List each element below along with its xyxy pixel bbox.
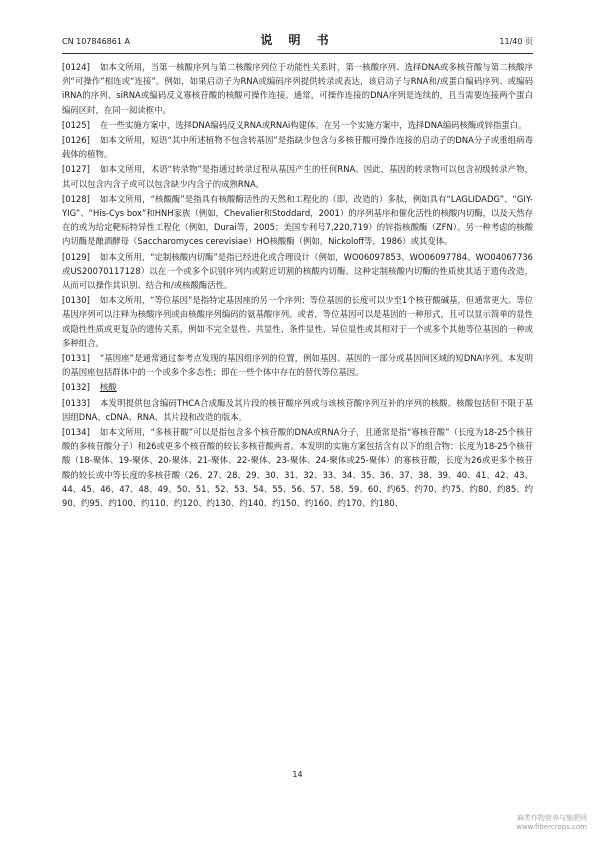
- paragraph-tag: [0127]: [62, 164, 90, 175]
- document-title: 说 明 书: [260, 33, 335, 47]
- paragraph-0131: [62, 351, 533, 379]
- page-indicator: 11/40 页: [499, 37, 533, 46]
- section-heading-text: 核酸: [99, 382, 117, 393]
- section-heading-nucleic-acid: [62, 380, 533, 394]
- paragraph-text: 如本文所用，“等位基因”是指特定基因座的另一个序列；等位基因的长度可以少至1个核苷酸碱基，但通常更大。等位基因序列可以注释为核酸序列或由核酸序列编码的氨基酸序列。或者，等位基因可以是基因的一种形式，且可以显示简单的显性或隐性性质或更复杂的遗传关系，例如不完全显性、共显性、条件显性、异位显性或其相对于一个或多个其他等位基因的一种或多种组合。: [62, 295, 533, 348]
- paragraph-tag: [0128]: [62, 193, 90, 204]
- paragraph-0126: [62, 133, 533, 161]
- paragraph-0133: [62, 396, 533, 424]
- paragraph-text: “基因座”是通常通过参考点发现的基因组序列的位置，例如基因、基因的一部分或基因间区域的短DNA序列。本发明的基因座包括群体中的一个或多个多态性；即在一些个体中存在的替代等位基因。: [62, 353, 533, 378]
- page-header: [62, 30, 533, 50]
- paragraph-text: 如本文所用，“核酸酶”是指具有核酸酶活性的天然和工程化的（即，改造的）多肽，例如具有“LAGLIDADG”、“GIY-YIG”、“His-Cys box”和HNH家族（例如，Chevalier和Stoddard，2001）的序列基序和催化活性的核酸内切酶，以及天然存在的或为给定靶标特异性工程化（例如，Durai等，2005；美国专利号7,220,719）的锌指核酸酶（ZFN）。另一种考虑的核酸内切酶是酿酒酵母（Saccharomyces cerevisiae）HO核酸酶（例如，Nickoloff等，1986）或其变体。: [62, 193, 533, 247]
- paragraph-tag: [0130]: [62, 295, 90, 306]
- paragraph-text: 如本文所用，短语“其中所述植物不包含转基因”是指缺少包含与多核苷酸可操作连接的启动子的DNA分子或重组病毒载体的植物。: [62, 135, 533, 160]
- paragraph-tag: [0124]: [62, 62, 90, 72]
- publication-number: CN 107846861 A: [62, 37, 130, 46]
- paragraph-0134: [62, 425, 533, 510]
- paragraph-0125: [62, 118, 533, 132]
- paragraph-tag: [0129]: [62, 251, 90, 262]
- paragraph-text: 本发明提供包含编码THCA合成酶及其片段的核苷酸序列或与该核苷酸序列互补的序列的核酸。核酸包括但不限于基因组DNA、cDNA、RNA、其片段和改造的版本。: [62, 397, 533, 422]
- paragraph-0130: [62, 293, 533, 350]
- paragraph-tag: [0134]: [62, 427, 90, 438]
- paragraph-0129: [62, 250, 533, 293]
- paragraph-text: 如本文所用，当第一核酸序列与第二核酸序列位于功能性关系时，第一核酸序列、选择DNA或多核苷酸与第二核酸序列“可操作”相连或“连接”。例如，如果启动子为RNA或编码序列提供转录或表达，该启动子与RNA和/或蛋白编码序列、或编码iRNA的序列、siRNA或编码反义寡核苷酸的核酸可操作连接。通常，可操作连接的DNA序列是连续的，且当需要连接两个蛋白编码区时，在同一阅读框中。: [62, 62, 533, 115]
- paragraph-0127: [62, 162, 533, 190]
- paragraph-0124: [62, 60, 533, 117]
- header-rule: [62, 53, 533, 54]
- page-number: 14: [292, 770, 303, 779]
- site-watermark: [516, 814, 587, 832]
- paragraph-tag: [0133]: [62, 397, 90, 408]
- watermark-line1: 麻类作物营养与施肥网: [517, 814, 587, 822]
- paragraph-tag: [0126]: [62, 135, 90, 146]
- paragraph-tag: [0125]: [62, 119, 90, 130]
- paragraph-tag: [0131]: [62, 353, 90, 364]
- paragraph-0128: [62, 192, 533, 249]
- watermark-line2: www.fibercrops.com: [516, 823, 587, 831]
- paragraph-tag: [0132]: [62, 382, 90, 393]
- paragraph-text: 在一些实施方案中，选择DNA编码反义RNA或RNAi构建体。在另一个实施方案中，选择DNA编码核酶或锌指蛋白。: [99, 119, 527, 130]
- paragraph-text: 如本文所用，“定制核酸内切酶”是指已经进化或合理设计（例如，WO06097853、WO06097784、WO04067736或US20070117128）以在一个或多个识别序列内或附近切割的核酸内切酶。这种定制核酸内切酶的性质使其适于遗传改造，从而可以操作其识别、结合和/或核酸酶活性。: [62, 251, 533, 291]
- paragraph-text: 如本文所用，“多核苷酸”可以是指包含多个核苷酸的DNA或RNA分子，且通常是指“寡核苷酸”（长度为18-25个核苷酸的多核苷酸分子）和26或更多个核苷酸的较长多核苷酸两者。本发明的实施方案包括含有以下的组合物：长度为18-25个核苷酸（18-聚体、19-聚体、20-聚体、21-聚体、22-聚体、23-聚体、24-聚体或25-聚体）的寡核苷酸，长度为26或更多个核苷酸的较长或中等长度的多核苷酸（26、27、28、29、30、31、32、33、34、35、36、37、38、39、40、41、42、43、44、45、46、47、48、49、50、51、52、53、54、55、56、57、58、59、60、约65、约70、约75、约80、约85、约90、约95、约100、约110、约120、约130、约140、约150、约160、约170、约180、: [62, 427, 533, 509]
- paragraph-text: 如本文所用，术语“转录物”是指通过转录过程从基因产生的任何RNA。因此，基因的转录物可以包含初级转录产物，其可以包含内含子或可以包含缺少内含子的成熟RNA。: [62, 164, 533, 189]
- document-body: [62, 60, 533, 511]
